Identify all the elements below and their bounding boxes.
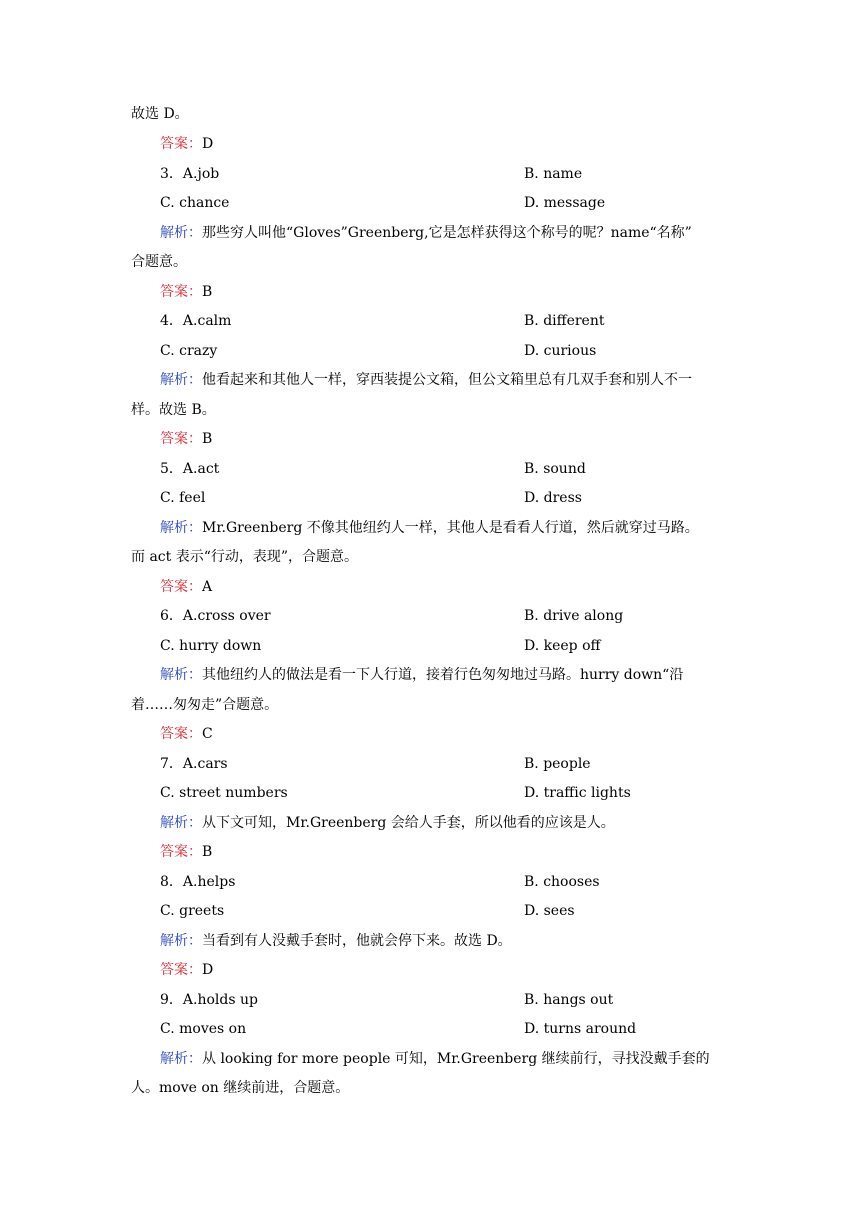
q5-option-b: B. sound	[524, 461, 586, 477]
q9-option-d: D. turns around	[524, 1021, 637, 1037]
q6-analysis	[160, 665, 683, 685]
q6-analysis-cont: 着……匆匆走”合题意。	[131, 697, 279, 713]
q4-answer-value: B	[202, 431, 213, 447]
q5-option-c: C. feel	[160, 490, 206, 506]
q9-number: 9．	[160, 992, 183, 1008]
answer-label: 答案：	[160, 962, 202, 978]
q6-option-d: D. keep off	[524, 638, 601, 654]
q7-analysis	[160, 813, 615, 833]
q4-option-a	[160, 311, 231, 331]
q7-analysis-text: 从下文可知，Mr.Greenberg 会给人手套，所以他看的应该是人。	[202, 815, 615, 831]
analysis-label: 解析：	[160, 225, 202, 241]
q4-analysis	[160, 370, 692, 390]
q4-analysis-cont: 样。故选 B。	[131, 402, 216, 418]
analysis-label: 解析：	[160, 815, 202, 831]
q8-analysis	[160, 931, 512, 951]
q7-a-text: A.cars	[182, 756, 228, 772]
q6-analysis-text: 其他纽约人的做法是看一下人行道，接着行色匆匆地过马路。hurry down“沿	[202, 667, 684, 683]
q8-a-text: A.helps	[182, 874, 236, 890]
q8-analysis-text: 当看到有人没戴手套时，他就会停下来。故选 D。	[202, 933, 512, 949]
q5-analysis-cont: 而 act 表示“行动，表现”，合题意。	[131, 549, 359, 565]
q6-option-c: C. hurry down	[160, 638, 262, 654]
q6-number: 6．	[160, 608, 183, 624]
q5-analysis	[160, 518, 699, 538]
q5-analysis-text: Mr.Greenberg 不像其他纽约人一样，其他人是看看人行道，然后就穿过马路。	[202, 520, 699, 536]
analysis-label: 解析：	[160, 933, 202, 949]
intro-text: 故选 D。	[131, 106, 189, 122]
q5-a-text: A.act	[182, 461, 220, 477]
q3-option-a	[160, 164, 219, 184]
q3-analysis-cont: 合题意。	[131, 254, 187, 270]
q5-answer-value: A	[202, 579, 213, 595]
q8-number: 8．	[160, 874, 183, 890]
analysis-label: 解析：	[160, 1051, 202, 1067]
q3-answer-value: B	[202, 284, 213, 300]
q4-a-text: A.calm	[182, 313, 232, 329]
q5-option-d: D. dress	[524, 490, 582, 506]
answer-label: 答案：	[160, 726, 202, 742]
answer-line	[160, 134, 213, 154]
q7-option-c: C. street numbers	[160, 785, 288, 801]
q8-option-c: C. greets	[160, 903, 225, 919]
q4-answer	[160, 429, 212, 449]
q3-analysis	[160, 223, 692, 243]
q8-answer	[160, 960, 213, 980]
q8-option-b: B. chooses	[524, 874, 600, 890]
q3-option-d: D. message	[524, 195, 606, 211]
q4-option-b: B. different	[524, 313, 605, 329]
q4-number: 4．	[160, 313, 183, 329]
answer-label: 答案：	[160, 136, 202, 152]
answer-label: 答案：	[160, 844, 202, 860]
q9-option-c: C. moves on	[160, 1021, 247, 1037]
q4-option-c: C. crazy	[160, 343, 218, 359]
q3-option-b: B. name	[524, 166, 583, 182]
q5-option-a	[160, 459, 219, 479]
q6-answer-value: C	[202, 726, 213, 742]
q4-option-d: D. curious	[524, 343, 597, 359]
q7-option-b: B. people	[524, 756, 591, 772]
q7-option-a	[160, 754, 228, 774]
q4-analysis-text: 他看起来和其他人一样，穿西装提公文箱，但公文箱里总有几双手套和别人不一	[202, 372, 692, 388]
analysis-label: 解析：	[160, 372, 202, 388]
q6-answer	[160, 724, 213, 744]
q9-a-text: A.holds up	[182, 992, 258, 1008]
q3-a-text: A.job	[182, 166, 220, 182]
answer-label: 答案：	[160, 284, 202, 300]
q3-number: 3．	[160, 166, 183, 182]
q9-option-b: B. hangs out	[524, 992, 614, 1008]
q6-option-b: B. drive along	[524, 608, 624, 624]
q3-option-c: C. chance	[160, 195, 230, 211]
q5-answer	[160, 577, 212, 597]
q9-analysis	[160, 1049, 710, 1069]
q7-answer-value: B	[202, 844, 213, 860]
q9-analysis-text: 从 looking for more people 可知，Mr.Greenberg 继续前行，寻找没戴手套的	[202, 1051, 710, 1067]
q9-option-a	[160, 990, 258, 1010]
q6-a-text: A.cross over	[182, 608, 271, 624]
q9-analysis-cont: 人。move on 继续前进，合题意。	[131, 1080, 350, 1096]
answer-value: D	[202, 136, 214, 152]
q6-option-a	[160, 606, 271, 626]
q8-option-d: D. sees	[524, 903, 575, 919]
q3-answer	[160, 282, 212, 302]
analysis-label: 解析：	[160, 667, 202, 683]
analysis-label: 解析：	[160, 520, 202, 536]
answer-label: 答案：	[160, 579, 202, 595]
q8-option-a	[160, 872, 235, 892]
q3-analysis-text: 那些穷人叫他“Gloves”Greenberg,它是怎样获得这个称号的呢？name“名称”	[202, 225, 692, 241]
q5-number: 5．	[160, 461, 183, 477]
q7-answer	[160, 842, 212, 862]
answer-label: 答案：	[160, 431, 202, 447]
q7-number: 7．	[160, 756, 183, 772]
q7-option-d: D. traffic lights	[524, 785, 631, 801]
q8-answer-value: D	[202, 962, 214, 978]
